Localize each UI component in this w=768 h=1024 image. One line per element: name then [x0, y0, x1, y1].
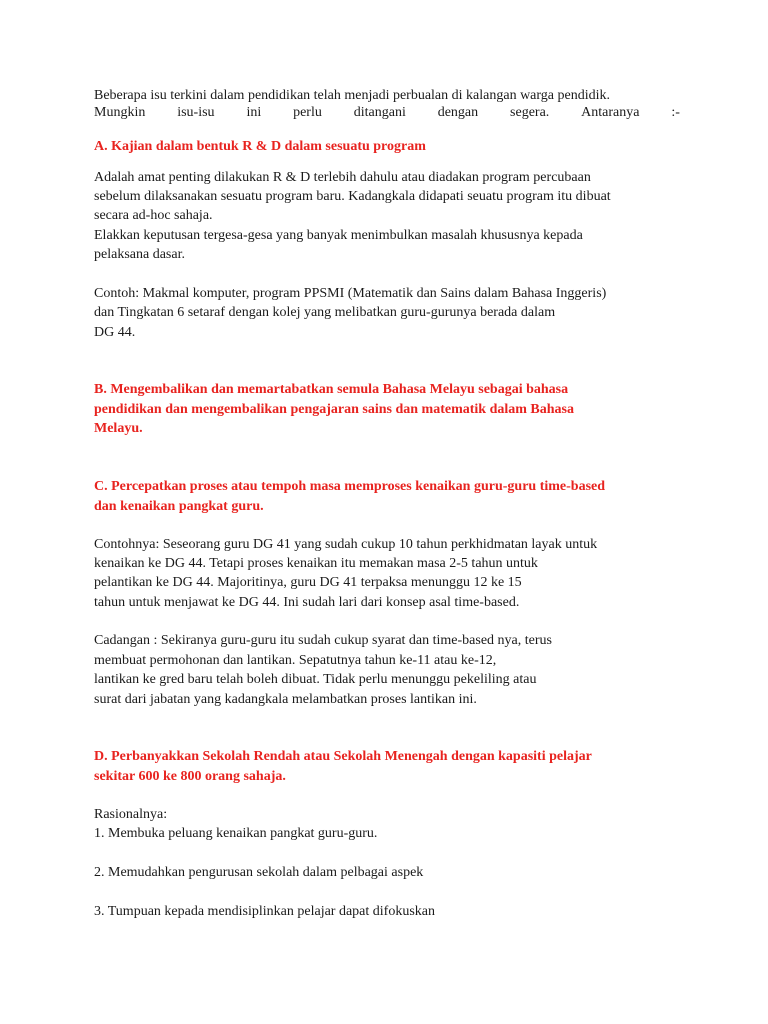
- section-c-para2-line: membuat permohonan dan lantikan. Sepatutnya tahun ke-11 atau ke-12,: [94, 653, 497, 668]
- section-c-para1-line: Contohnya: Seseorang guru DG 41 yang sudah cukup 10 tahun perkhidmatan layak untuk: [94, 537, 598, 552]
- section-a-heading: A. Kajian dalam bentuk R & D dalam sesuatu program: [94, 139, 426, 154]
- rationale-point: 1. Membuka peluang kenaikan pangkat guru-guru.: [94, 826, 378, 841]
- section-c-para1-line: tahun untuk menjawat ke DG 44. Ini sudah lari dari konsep asal time-based.: [94, 595, 520, 610]
- intro-word: Mungkin: [94, 105, 146, 120]
- intro-line-1: Beberapa isu terkini dalam pendidikan telah menjadi perbualan di kalangan warga pendidik.: [94, 88, 611, 103]
- rationale-label: Rasionalnya:: [94, 807, 168, 822]
- section-b-heading-line: pendidikan dan mengembalikan pengajaran sains dan matematik dalam Bahasa: [94, 402, 574, 417]
- intro-word: dengan: [437, 105, 479, 120]
- section-c-heading-line: C. Percepatkan proses atau tempoh masa memproses kenaikan guru-guru time-based: [94, 479, 606, 494]
- section-b-heading-line: B. Mengembalikan dan memartabatkan semula Bahasa Melayu sebagai bahasa: [94, 382, 569, 397]
- section-a-para2-line: DG 44.: [94, 325, 136, 340]
- section-c-para2-line: Cadangan : Sekiranya guru-guru itu sudah cukup syarat dan time-based nya, terus: [94, 633, 552, 648]
- intro-word: segera.: [510, 105, 550, 120]
- section-d-heading-line: D. Perbanyakkan Sekolah Rendah atau Sekolah Menengah dengan kapasiti pelajar: [94, 749, 592, 764]
- section-a-para1-line: secara ad-hoc sahaja.: [94, 208, 213, 223]
- intro-word: Antaranya: [581, 105, 640, 120]
- intro-word: ditangani: [353, 105, 406, 120]
- intro-word: ini: [246, 105, 262, 120]
- section-a-para2-line: dan Tingkatan 6 setaraf dengan kolej yang melibatkan guru-gurunya berada dalam: [94, 305, 556, 320]
- section-a-para2-line: Contoh: Makmal komputer, program PPSMI (Matematik dan Sains dalam Bahasa Inggeris): [94, 286, 607, 301]
- intro-word: isu-isu: [177, 105, 215, 120]
- section-a-para1-line: Adalah amat penting dilakukan R & D terlebih dahulu atau diadakan program percubaan: [94, 170, 591, 185]
- section-d-heading-line: sekitar 600 ke 800 orang sahaja.: [94, 769, 286, 784]
- section-c-para1-line: pelantikan ke DG 44. Majoritinya, guru DG 41 terpaksa menunggu 12 ke 15: [94, 575, 522, 590]
- section-a-para1-line: pelaksana dasar.: [94, 247, 185, 262]
- section-a-para1-line: sebelum dilaksanakan sesuatu program baru. Kadangkala didapati seuatu program itu dibuat: [94, 189, 611, 204]
- rationale-point: 3. Tumpuan kepada mendisiplinkan pelajar dapat difokuskan: [94, 904, 435, 919]
- intro-word: perlu: [293, 105, 322, 120]
- section-c-para1-line: kenaikan ke DG 44. Tetapi proses kenaikan itu memakan masa 2-5 tahun untuk: [94, 556, 538, 571]
- section-b-heading-line: Melayu.: [94, 421, 143, 436]
- section-a-para1-line: Elakkan keputusan tergesa-gesa yang banyak menimbulkan masalah khususnya kepada: [94, 228, 583, 243]
- intro-line-2: [94, 103, 680, 122]
- section-c-para2-line: lantikan ke gred baru telah boleh dibuat. Tidak perlu menunggu pekeliling atau: [94, 672, 537, 687]
- section-c-heading-line: dan kenaikan pangkat guru.: [94, 499, 264, 514]
- intro-word: :-: [671, 105, 680, 120]
- section-c-para2-line: surat dari jabatan yang kadangkala melambatkan proses lantikan ini.: [94, 692, 477, 707]
- rationale-point: 2. Memudahkan pengurusan sekolah dalam pelbagai aspek: [94, 865, 424, 880]
